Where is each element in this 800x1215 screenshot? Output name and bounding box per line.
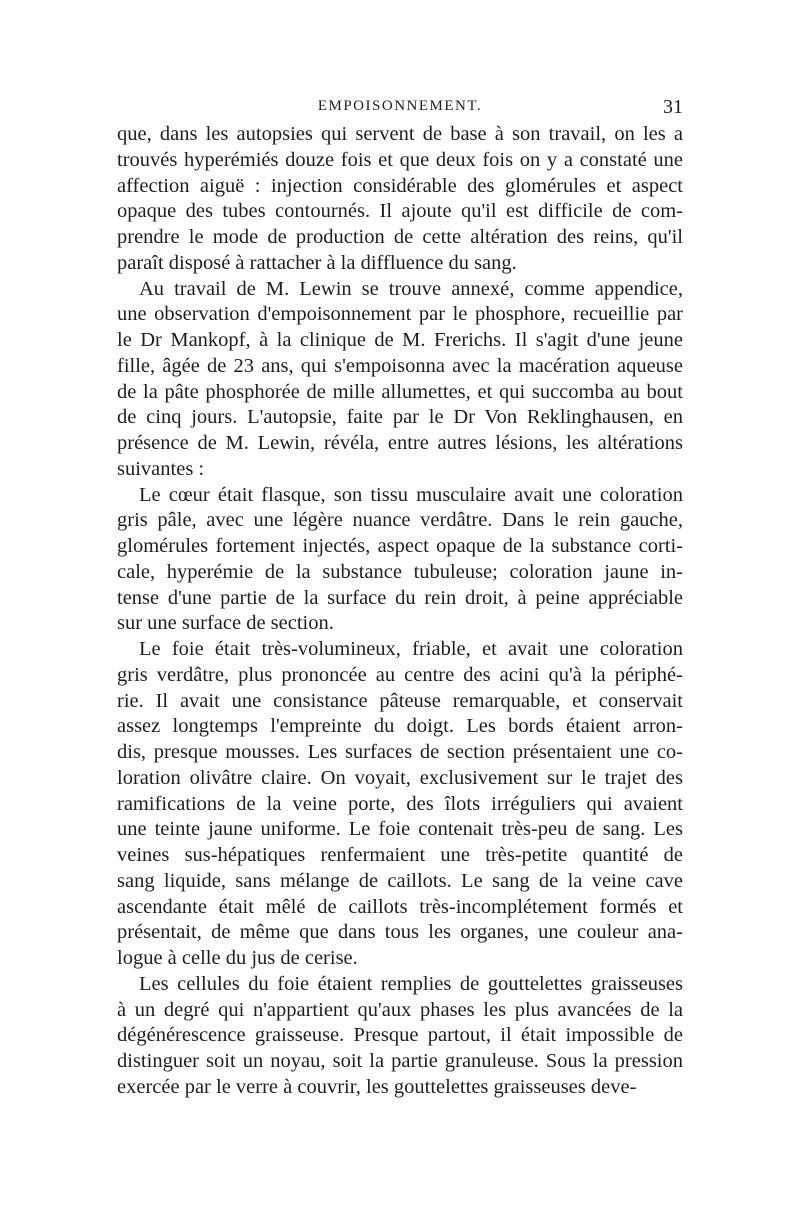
running-head	[117, 96, 683, 120]
text-line: veines sus-hépatiques renfermaient une très-petite quantité de	[117, 844, 683, 866]
text-line: glomérules fortement injectés, aspect opaque de la substance corti-	[117, 535, 683, 557]
text-line: trouvés hyperémiés douze fois et que deux fois on y a constaté une	[117, 148, 683, 171]
text-line: ascendante était mêlé de caillots très-incomplétement formés et	[117, 895, 683, 918]
text-line: tense d'une partie de la surface du rein droit, à peine appréciable	[117, 586, 683, 609]
text-line: cale, hyperémie de la substance tubuleuse; coloration jaune in-	[117, 560, 683, 583]
text-line: le Dr Mankopf, à la clinique de M. Frerichs. Il s'agit d'une jeune	[117, 329, 683, 351]
text-line: rie. Il avait une consistance pâteuse remarquable, et conservait	[117, 689, 683, 712]
text-line: gris pâle, avec une légère nuance verdâtre. Dans le rein gauche,	[117, 509, 683, 532]
text-line: à un degré qui n'appartient qu'aux phases les plus avancées de la	[117, 998, 683, 1021]
text-line: Les cellules du foie étaient remplies de gouttelettes graisseuses	[139, 972, 683, 995]
page-number: 31	[663, 96, 683, 118]
text-line: exercée par le verre à couvrir, les gouttelettes graisseuses deve-	[117, 1075, 637, 1098]
text-line: dégénérescence graisseuse. Presque partout, il était impossible de	[117, 1024, 683, 1047]
text-line: sang liquide, sans mélange de caillots. Le sang de la veine cave	[117, 869, 683, 892]
text-line: ramifications de la veine porte, des îlots irréguliers qui avaient	[117, 792, 683, 815]
text-line: suivantes :	[117, 457, 205, 480]
running-title: EMPOISONNEMENT.	[317, 98, 483, 114]
text-line: une teinte jaune uniforme. Le foie contenait très-peu de sang. Les	[117, 818, 683, 841]
text-line: que, dans les autopsies qui servent de base à son travail, on les a	[117, 123, 683, 145]
text-line: gris verdâtre, plus prononcée au centre des acini qu'à la périphé-	[117, 663, 683, 686]
text-line: opaque des tubes contournés. Il ajoute qu'il est difficile de com-	[117, 200, 683, 223]
text-line: distinguer soit un noyau, soit la partie granuleuse. Sous la pression	[117, 1050, 683, 1072]
text-line: dis, presque mousses. Les surfaces de section présentaient une co-	[117, 741, 683, 763]
text-line: loration olivâtre claire. On voyait, exclusivement sur le trajet des	[117, 766, 683, 789]
text-line: assez longtemps l'empreinte du doigt. Les bords étaient arron-	[117, 715, 683, 738]
text-line: de cinq jours. L'autopsie, faite par le Dr Von Reklinghausen, en	[117, 406, 683, 429]
text-line: affection aiguë : injection considérable des glomérules et aspect	[117, 174, 683, 197]
text-line: Le foie était très-volumineux, friable, et avait une coloration	[139, 638, 683, 660]
text-line: présentait, de même que dans tous les organes, une couleur ana-	[117, 921, 683, 944]
text-line: logue à celle du jus de cerise.	[117, 947, 358, 969]
text-line: sur une surface de section.	[117, 612, 334, 635]
text-line: paraît disposé à rattacher à la diffluence du sang.	[117, 251, 517, 274]
text-line: Le cœur était flasque, son tissu musculaire avait une coloration	[139, 483, 683, 506]
body-text	[117, 122, 683, 1101]
text-line: fille, âgée de 23 ans, qui s'empoisonna avec la macération aqueuse	[117, 354, 683, 377]
text-line: présence de M. Lewin, révéla, entre autres lésions, les altérations	[117, 432, 683, 454]
text-line: prendre le mode de production de cette altération des reins, qu'il	[117, 226, 683, 248]
text-line: de la pâte phosphorée de mille allumettes, et qui succomba au bout	[117, 380, 683, 403]
text-line: Au travail de M. Lewin se trouve annexé, comme appendice,	[139, 277, 683, 300]
text-line: une observation d'empoisonnement par le phosphore, recueillie par	[117, 303, 683, 326]
